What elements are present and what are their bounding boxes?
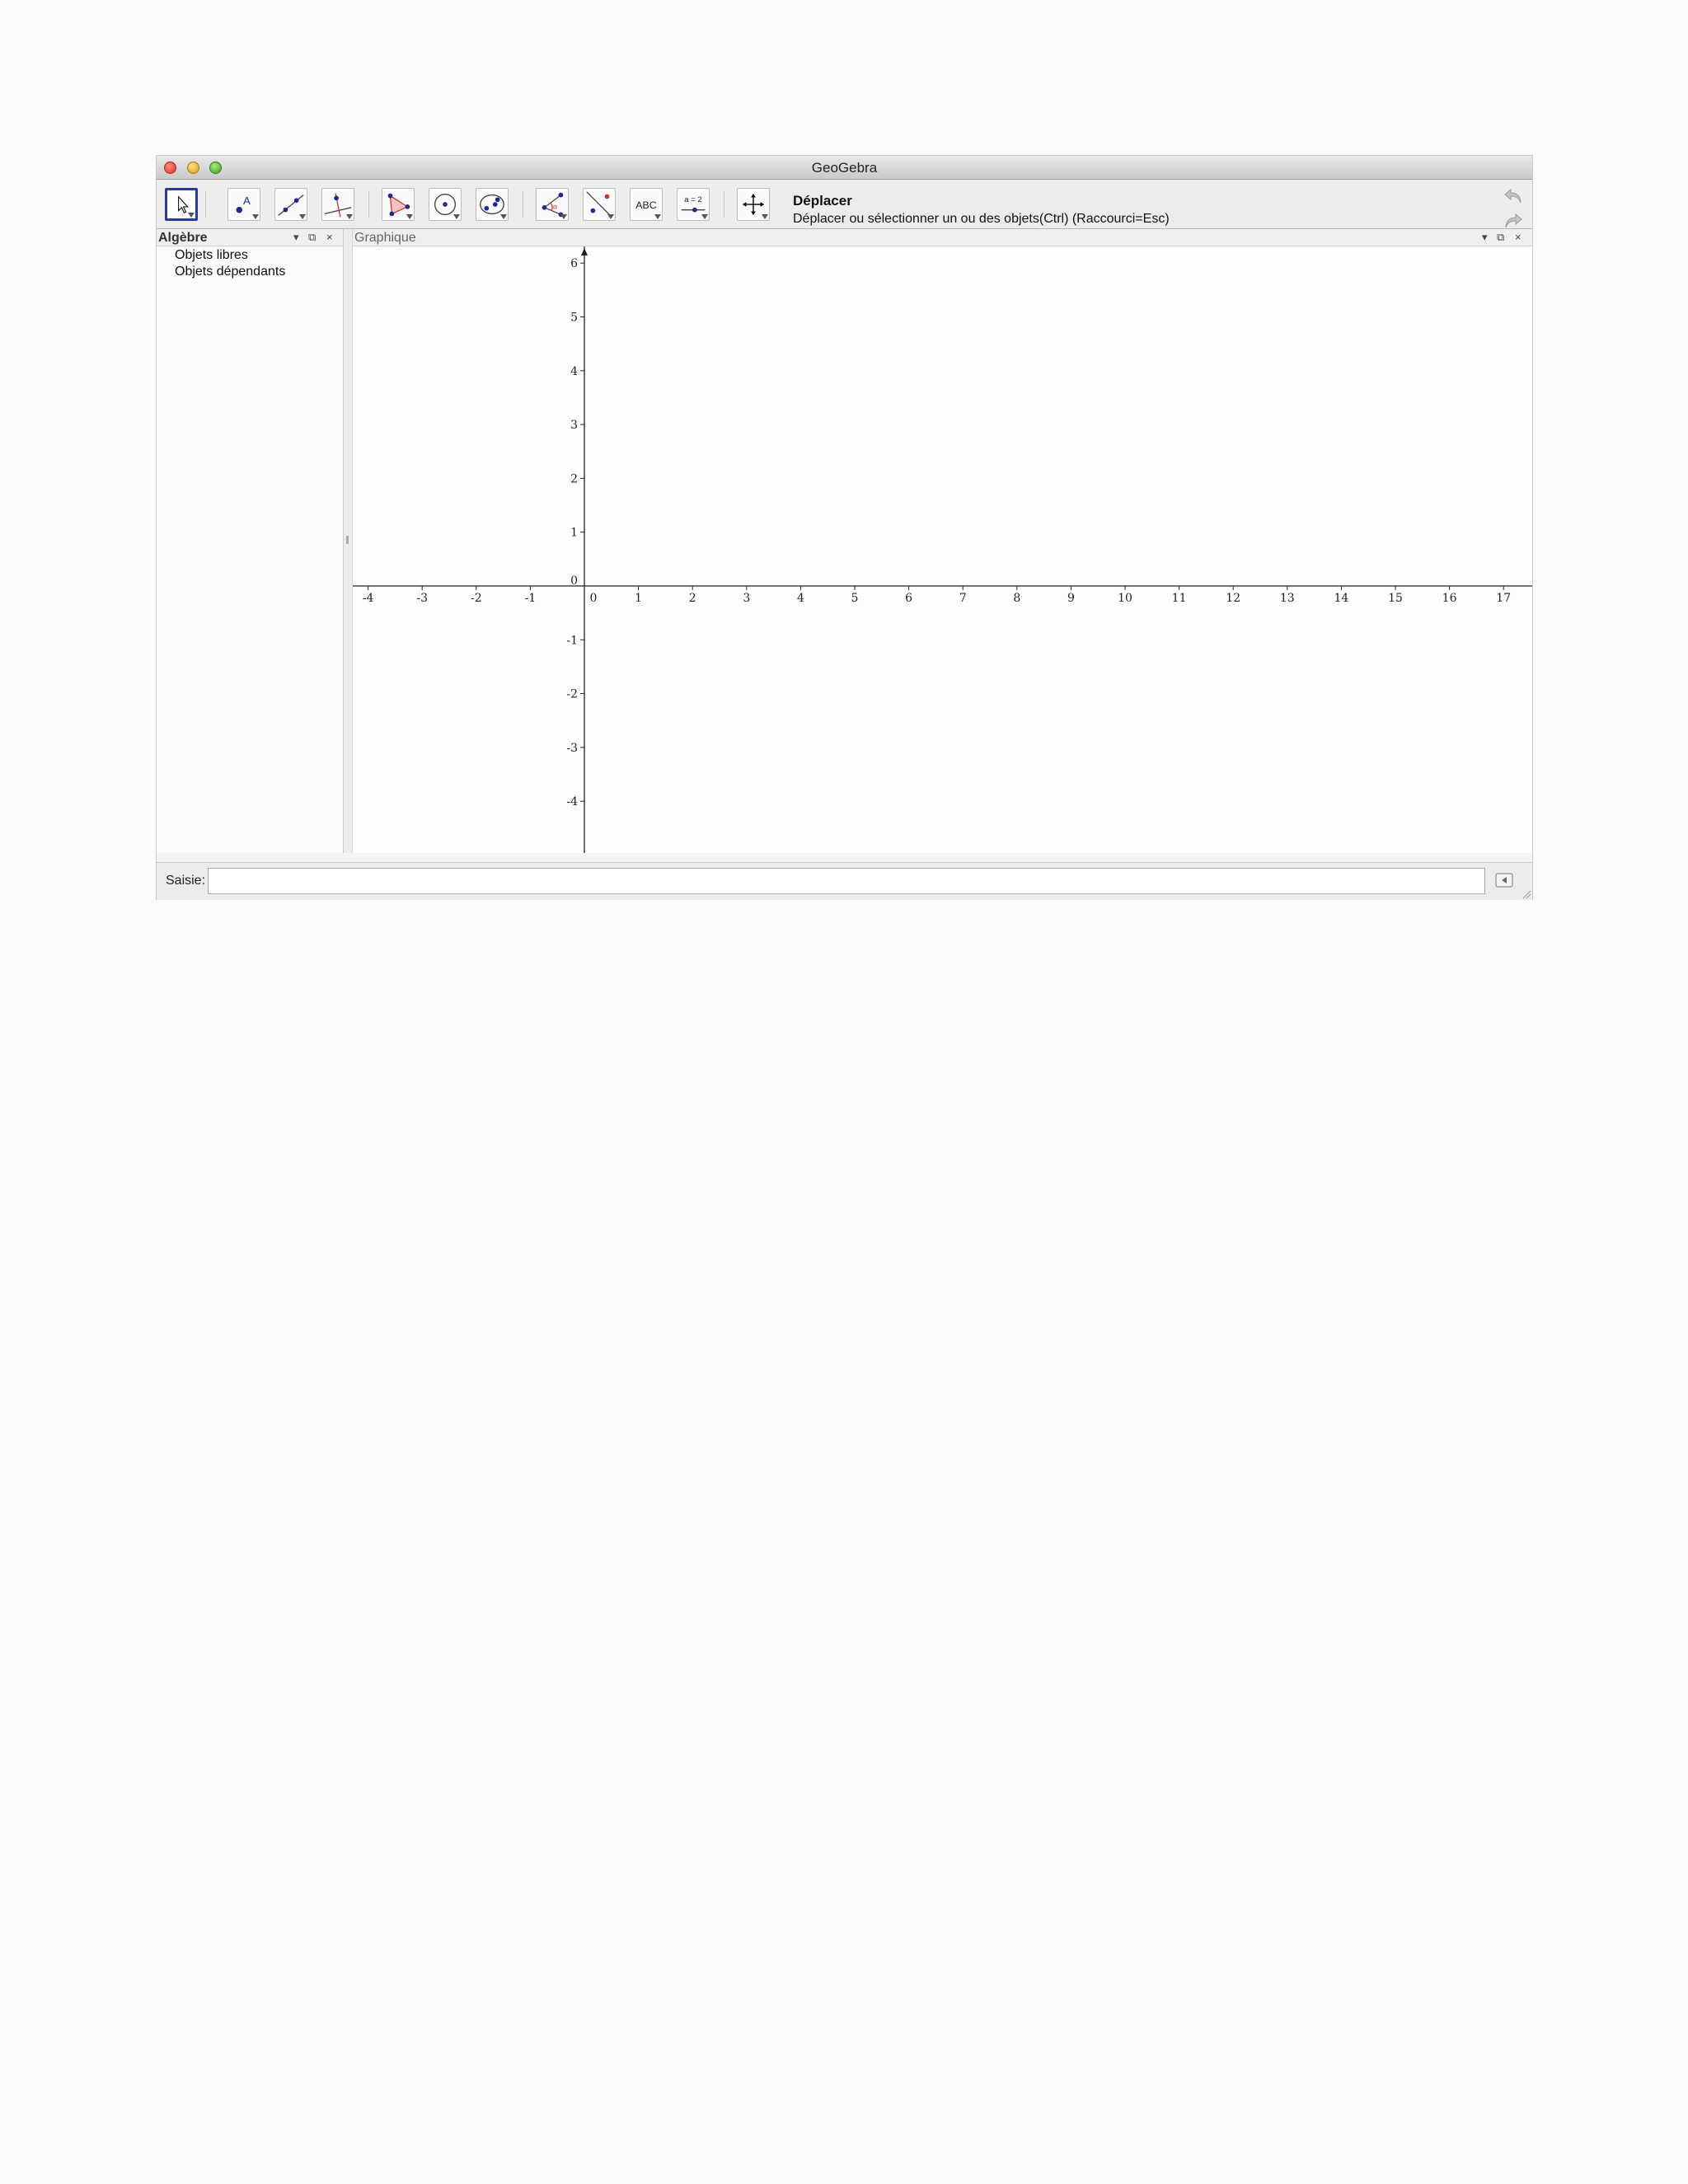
y-tick-label: -3 <box>566 741 578 755</box>
chevron-down-icon <box>762 214 768 219</box>
y-tick-label: 6 <box>570 257 578 271</box>
x-tick-label: 11 <box>1171 592 1187 605</box>
y-tick-label: 3 <box>570 419 578 433</box>
symbol-keyboard-button[interactable] <box>1495 873 1513 888</box>
x-tick-label: 6 <box>905 592 913 605</box>
y-tick-label: 4 <box>570 364 578 378</box>
redo-button[interactable] <box>1503 211 1524 231</box>
x-tick-label: 17 <box>1496 592 1512 605</box>
input-label: Saisie: <box>166 874 206 888</box>
keyboard-icon <box>1495 873 1513 888</box>
splitter-grip <box>346 536 349 544</box>
x-tick-label: 15 <box>1388 592 1403 605</box>
x-tick-label: 8 <box>1013 592 1021 605</box>
coordinate-axes <box>353 246 1532 853</box>
chevron-down-icon <box>453 214 460 219</box>
chevron-down-icon <box>560 214 567 219</box>
svg-text:α: α <box>552 202 557 211</box>
redo-icon <box>1503 211 1524 231</box>
chevron-down-icon <box>299 214 306 219</box>
point-tool-button[interactable] <box>227 188 260 221</box>
chevron-down-icon <box>188 213 195 218</box>
y-tick-label: 1 <box>570 526 578 540</box>
selected-tool-name: Déplacer <box>793 193 852 209</box>
graphics-view[interactable] <box>353 229 1532 853</box>
close-panel-icon[interactable]: × <box>326 231 333 243</box>
algebra-item-dependent-objects[interactable]: Objets dépendants <box>175 265 286 279</box>
move-graphics-tool-button[interactable] <box>737 188 770 221</box>
x-tick-label: 10 <box>1118 592 1132 605</box>
y-axis-arrow <box>581 248 588 255</box>
chevron-down-icon <box>607 214 614 219</box>
x-tick-label: 16 <box>1442 592 1457 605</box>
x-tick-label: -3 <box>416 592 429 605</box>
undo-redo-group <box>1503 186 1524 236</box>
title-bar <box>157 156 1532 180</box>
x-tick-label: 4 <box>796 592 804 605</box>
geogebra-window <box>157 156 1532 899</box>
toolbar <box>157 180 1532 229</box>
chevron-down-icon <box>406 214 413 219</box>
conic-tool-button[interactable] <box>476 188 509 221</box>
algebra-view <box>157 229 344 853</box>
slider-tool-label: a = 2 <box>684 195 702 205</box>
algebra-header <box>157 229 343 246</box>
toolbar-separator <box>205 191 206 218</box>
x-tick-label: 14 <box>1334 592 1349 605</box>
undock-panel-icon[interactable]: ⧉ <box>308 231 316 243</box>
toolbar-separator <box>368 191 369 218</box>
y-tick-label: 2 <box>570 472 578 486</box>
algebra-title: Algèbre <box>158 231 208 245</box>
move-tool-button[interactable] <box>165 188 198 221</box>
graphics-header <box>353 229 1532 246</box>
x-tick-label: -2 <box>470 592 482 605</box>
algebra-item-free-objects[interactable]: Objets libres <box>175 248 248 262</box>
chevron-down-icon <box>252 214 259 219</box>
x-tick-label: 7 <box>959 592 967 605</box>
undo-button[interactable] <box>1503 186 1524 206</box>
y-tick-label: -1 <box>566 634 578 648</box>
reflect-tool-button[interactable] <box>583 188 616 221</box>
undock-panel-icon[interactable]: ⧉ <box>1497 231 1505 243</box>
x-tick-label: 2 <box>688 592 696 605</box>
chevron-down-icon <box>654 214 661 219</box>
svg-text:A: A <box>243 194 251 207</box>
input-field[interactable] <box>208 868 1485 894</box>
x-tick-label: 12 <box>1226 592 1241 605</box>
x-tick-group <box>363 586 1511 605</box>
perpendicular-tool-button[interactable] <box>321 188 354 221</box>
x-tick-label: -1 <box>524 592 537 605</box>
resize-grip-icon[interactable] <box>1522 889 1531 899</box>
x-tick-label: -4 <box>362 592 374 605</box>
window-title: GeoGebra <box>811 160 878 176</box>
text-tool-button[interactable] <box>630 188 663 221</box>
y-tick-label: -4 <box>566 795 578 809</box>
x-tick-label: 0 <box>589 592 598 605</box>
selected-tool-description: Déplacer ou sélectionner un ou des objets(Ctrl) (Raccourci=Esc) <box>793 212 1170 226</box>
slider-tool-button[interactable] <box>677 188 710 221</box>
panel-splitter[interactable] <box>344 229 353 853</box>
close-panel-icon[interactable]: × <box>1515 231 1522 243</box>
chevron-down-icon <box>500 214 507 219</box>
line-tool-button[interactable] <box>274 188 307 221</box>
x-tick-label: 5 <box>851 592 859 605</box>
panel-menu-icon[interactable]: ▾ <box>1482 231 1488 243</box>
circle-tool-button[interactable] <box>429 188 462 221</box>
x-tick-label: 3 <box>743 592 751 605</box>
y-tick-label: 0 <box>570 574 578 588</box>
tool-help <box>793 193 1170 227</box>
chevron-down-icon <box>701 214 708 219</box>
polygon-tool-button[interactable] <box>382 188 415 221</box>
y-tick-label: 5 <box>570 311 578 325</box>
panel-menu-icon[interactable]: ▾ <box>293 231 299 243</box>
x-tick-label: 1 <box>635 592 643 605</box>
angle-tool-button[interactable] <box>536 188 569 221</box>
x-tick-label: 13 <box>1279 592 1295 605</box>
undo-icon <box>1503 186 1524 206</box>
x-tick-label: 9 <box>1067 592 1075 605</box>
input-bar <box>157 862 1532 900</box>
y-tick-group <box>566 257 584 808</box>
graphics-title: Graphique <box>354 231 416 245</box>
text-tool-label: ABC <box>635 199 657 211</box>
y-tick-label: -2 <box>566 687 578 701</box>
chevron-down-icon <box>346 214 353 219</box>
